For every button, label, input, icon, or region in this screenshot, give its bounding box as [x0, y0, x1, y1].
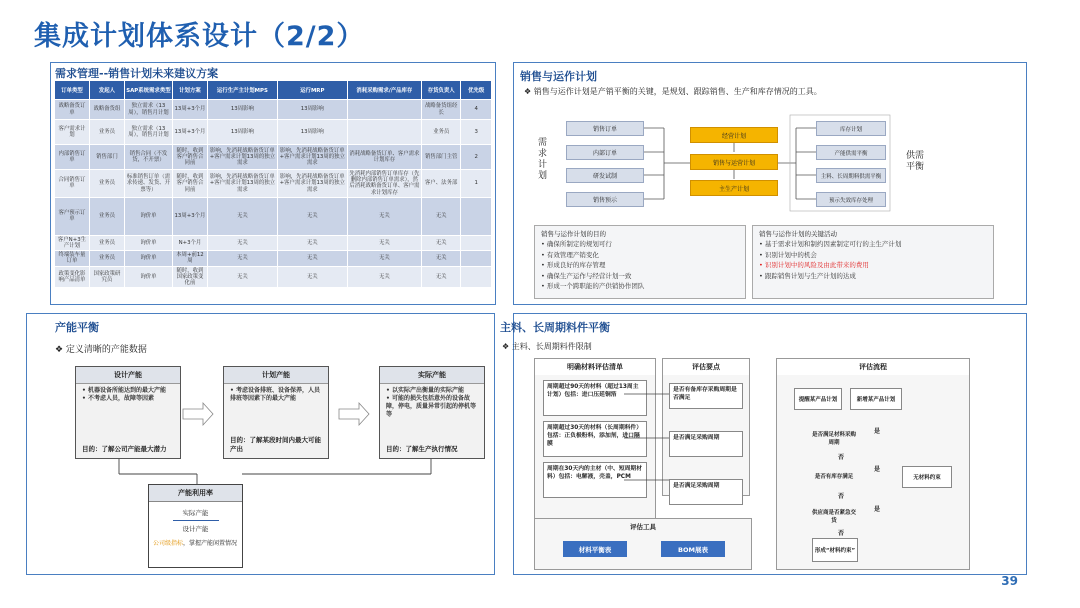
utilization-denominator: 设计产能 [182, 525, 209, 534]
table-header: 运行MRP [277, 81, 347, 100]
table-cell: 影响，先消耗战略备货订单+客户需求计划13周的独立需求 [277, 170, 347, 198]
table-cell: 终端装车量订单 [55, 251, 90, 266]
capacity-card [223, 366, 329, 459]
flow-no-label: 否 [838, 530, 845, 537]
sop-balance-box: 预示失效库存处理 [816, 192, 886, 207]
table-row [55, 251, 492, 266]
activity-item: • 识别计划中的机会 [759, 250, 987, 261]
table-cell: 标准销售订单（需求传递、发货、开票等） [124, 170, 172, 198]
eval-point-box: 是否有备库存采购周期是否满足 [669, 383, 743, 409]
table-cell: 13周影响 [277, 120, 347, 145]
material-item-box: 周期超过90天的材料（超过13周主计划）包括：进口压延铜箔 [543, 380, 647, 416]
capacity-card-head: 实际产能 [380, 367, 484, 384]
table-header: 优先级 [461, 81, 492, 100]
sop-acts-box [752, 225, 994, 299]
table-cell: 1 [461, 170, 492, 198]
utilization-head: 产能利用率 [149, 485, 242, 502]
flow-box: 提醒某产品计划 [794, 388, 842, 410]
sop-input-box: 研发试制 [566, 168, 644, 183]
capacity-goal: 目的：了解公司产能最大潜力 [82, 445, 167, 453]
supply-label: 供需平衡 [906, 151, 925, 172]
table-cell: 业务员 [89, 251, 124, 266]
flow-box: 新增某产品计划 [850, 388, 902, 410]
goals-title: 销售与运作计划的目的 [541, 230, 606, 238]
capacity-card-head: 设计产能 [76, 367, 180, 384]
capacity-goal: 目的：了解某段时间内最大可能产出 [230, 436, 321, 453]
material-item-box: 周期超过30天的材料（长周期料件）包括：正负极粉料，添加剂，进口隔膜 [543, 421, 647, 457]
table-cell: 销售部门主管 [422, 145, 461, 170]
flow-yes-label: 是 [874, 506, 881, 513]
flow-yes-label: 是 [874, 428, 881, 435]
table-cell: 无关 [347, 251, 421, 266]
table-cell: 业务员 [89, 197, 124, 235]
table-cell: 随时，收到国家政策变化前 [172, 266, 207, 288]
table-cell: 随时，收到客户销售合同前 [172, 145, 207, 170]
capacity-card-items [76, 384, 180, 406]
flow-decision: 供应商是否紧急交货 [811, 510, 856, 524]
sop-balance-box: 产能供需平衡 [816, 145, 886, 160]
capacity-card [75, 366, 181, 459]
table-cell: 无关 [277, 235, 347, 250]
table-cell: 政策变化影响产品清单 [55, 266, 90, 288]
utilization-numerator: 实际产能 [182, 509, 209, 517]
table-cell: 询价单 [124, 197, 172, 235]
flow-no-label: 否 [838, 493, 845, 500]
table-cell: 客户预示订单 [55, 197, 90, 235]
table-cell: 业务员 [89, 170, 124, 198]
table-cell: 无关 [347, 197, 421, 235]
utilization-card [148, 484, 243, 568]
table-cell: 业务员 [89, 235, 124, 250]
table-row [55, 170, 492, 198]
table-cell: 13周+3个月 [172, 197, 207, 235]
sop-core-box: 经营计划 [690, 127, 778, 143]
table-cell: 2 [461, 145, 492, 170]
table-cell [461, 235, 492, 250]
table-cell: 销售合同（不发货，不开票） [124, 145, 172, 170]
flow-no-label: 否 [838, 454, 845, 461]
utilization-note: 公司级指标，掌握产能闲置情况 [153, 540, 238, 548]
table-cell: 先消耗内部销售订单库存（先删除内部销售订单需求），然后消耗战略备货订单、客户需求计划库存 [347, 170, 421, 198]
arrow-icon [339, 403, 369, 425]
table-cell: 影响，先消耗战略备货订单+客户需求计划13周的独立需求 [207, 145, 277, 170]
table-header: 计划方案 [172, 81, 207, 100]
table-cell: 询价单 [124, 266, 172, 288]
table-row [55, 145, 492, 170]
table-cell: 无关 [347, 266, 421, 288]
eval-tool-button: BOM展表 [661, 541, 725, 557]
demand-table [54, 80, 492, 288]
sop-balance-box: 主料、长周期料供需平衡 [816, 168, 886, 183]
goal-item: • 有效管理产销变化 [541, 250, 739, 261]
table-header: 发起人 [89, 81, 124, 100]
sop-core-box: 销售与运营计划 [690, 154, 778, 170]
sop-intro: ❖ 销售与运作计划是产销平衡的关键，是规划、跟踪销售、生产和库存情况的工具。 [524, 87, 822, 96]
table-cell: 客户、法务部 [422, 170, 461, 198]
demand-label: 需求计划 [538, 138, 548, 181]
table-cell: 无关 [422, 266, 461, 288]
table-cell: 战略备货订单 [55, 100, 90, 120]
sop-goals-box [534, 225, 746, 299]
table-cell: 无关 [347, 235, 421, 250]
table-cell: 13周影响 [207, 100, 277, 120]
table-row [55, 100, 492, 120]
table-cell: 无关 [277, 266, 347, 288]
eval-point-box: 是否满足采购周期 [669, 431, 743, 457]
arrow-icon [183, 403, 213, 425]
flow-box: 无材料约束 [902, 466, 952, 488]
table-cell: 询价单 [124, 235, 172, 250]
activity-item: • 基于需求计划和制约因素制定可行的主生产计划 [759, 239, 987, 250]
table-cell: 客户N+3生产计划 [55, 235, 90, 250]
capacity-title: 产能平衡 [55, 321, 99, 334]
sop-panel [513, 62, 1027, 305]
eval-flow-head: 评估流程 [777, 359, 969, 375]
table-cell: 影响，先消耗战略备货订单+客户需求计划13周的独立需求 [277, 145, 347, 170]
table-cell: 战略备货组 [89, 100, 124, 120]
table-row [55, 266, 492, 288]
table-cell: 独立需求（13周），销售月计划 [124, 100, 172, 120]
goal-item: • 形成一个跨职能的产供销协作团队 [541, 281, 739, 292]
table-cell: 无关 [207, 251, 277, 266]
capacity-card-items [224, 384, 328, 406]
eval-tools-head: 评估工具 [630, 523, 656, 531]
capacity-card [379, 366, 485, 459]
table-cell: 无关 [277, 197, 347, 235]
table-cell: 独立需求（13周），销售月计划 [124, 120, 172, 145]
table-cell: 13周影响 [277, 100, 347, 120]
table-cell [461, 197, 492, 235]
table-row [55, 235, 492, 250]
sop-input-box: 销售订单 [566, 121, 644, 136]
eval-tool-button: 材料平衡表 [563, 541, 627, 557]
flow-decision: 是否有库存满足 [814, 474, 854, 480]
goal-item: • 确保所制定的规划可行 [541, 239, 739, 250]
demand-panel [50, 62, 496, 305]
sop-balance-box: 库存计划 [816, 121, 886, 136]
table-cell: 合同销售订单 [55, 170, 90, 198]
sop-title: 销售与运作计划 [520, 70, 597, 83]
table-cell: 客户需求计划 [55, 120, 90, 145]
acts-title: 销售与运作计划的关键活动 [759, 230, 837, 238]
demand-title: 需求管理--销售计划未来建议方案 [55, 67, 219, 80]
table-cell [347, 100, 421, 120]
table-cell: N+3个月 [172, 235, 207, 250]
table-row [55, 120, 492, 145]
capacity-panel [26, 313, 495, 575]
table-cell: 无关 [207, 235, 277, 250]
table-cell: 无关 [277, 251, 347, 266]
activity-item: • 识别计划中的风险及由此带来的费用 [759, 260, 987, 271]
page-title: 集成计划体系设计（2/2） [34, 21, 365, 52]
goal-item: • 形成良好的库存管理 [541, 260, 739, 271]
table-header: 消耗采购需求/产品库存 [347, 81, 421, 100]
capacity-card-head: 计划产能 [224, 367, 328, 384]
eval-tools-frame [534, 518, 752, 570]
material-intro: ❖ 主料、长周期料件限制 [502, 342, 592, 351]
flow-yes-label: 是 [874, 466, 881, 473]
table-cell: 影响，先消耗战略备货订单+客户需求计划13周的独立需求 [207, 170, 277, 198]
table-cell [347, 120, 421, 145]
capacity-intro: ❖ 定义清晰的产能数据 [55, 345, 147, 355]
table-cell: 无关 [422, 197, 461, 235]
material-item-box: 周期在30天内的主材（中、短周期材料）包括：电解液，壳盖，PCM [543, 462, 647, 498]
capacity-card-items [380, 384, 484, 422]
eval-list-head: 明确材料评估清单 [535, 359, 655, 375]
table-header: 存货负责人 [422, 81, 461, 100]
table-cell [461, 251, 492, 266]
capacity-item: • 考虑设备排班、设备保养，人员排班等因素下的最大产能 [230, 387, 322, 403]
eval-points-head: 评估要点 [663, 359, 749, 375]
table-cell [461, 266, 492, 288]
table-cell: 4 [461, 100, 492, 120]
table-cell: 询价单 [124, 251, 172, 266]
table-cell: 随时，收到客户销售合同前 [172, 170, 207, 198]
table-cell: 业务员 [89, 120, 124, 145]
capacity-item: • 不考虑人员，故障等因素 [82, 395, 174, 403]
table-cell: 业务员 [422, 120, 461, 145]
table-header: 订单类型 [55, 81, 90, 100]
flow-box: 形成“材料约束” [812, 538, 858, 562]
activity-item: • 跟踪销售计划与生产计划的达成 [759, 271, 987, 282]
table-header: 运行生产主计划MPS [207, 81, 277, 100]
table-cell: 13周影响 [207, 120, 277, 145]
table-cell: 13周+3个月 [172, 100, 207, 120]
sop-input-box: 销售预示 [566, 192, 644, 207]
table-cell: 无关 [422, 235, 461, 250]
material-title: 主料、长周期料件平衡 [500, 321, 610, 334]
table-header: SAP系统需求类型 [124, 81, 172, 100]
page-number: 39 [1001, 574, 1018, 588]
table-cell: 销售部门 [89, 145, 124, 170]
table-row [55, 197, 492, 235]
table-cell: 13周+3个月 [172, 120, 207, 145]
table-cell: 内部销售订单 [55, 145, 90, 170]
table-cell: 无关 [207, 197, 277, 235]
table-cell: 无关 [422, 251, 461, 266]
material-panel [500, 313, 1027, 575]
capacity-item: • 以实际产出衡量的实际产能 [386, 387, 478, 395]
table-cell: 战略备货组经长 [422, 100, 461, 120]
goal-item: • 确保生产运作与经营计划一致 [541, 271, 739, 282]
table-cell: 3 [461, 120, 492, 145]
table-cell: 本周+前12周 [172, 251, 207, 266]
capacity-goal: 目的：了解生产执行情况 [386, 445, 458, 453]
eval-point-box: 是否满足采购周期 [669, 479, 743, 505]
sop-core-box: 主生产计划 [690, 180, 778, 196]
table-cell: 无关 [207, 266, 277, 288]
sop-input-box: 内部订单 [566, 145, 644, 160]
fraction-line [173, 520, 219, 521]
flow-decision: 是否满足材料采购周期 [811, 432, 856, 446]
capacity-item: • 可能的损失包括意外的设备故障，停电，质量异常引起的停机等等 [386, 395, 478, 419]
capacity-item: • 机器设备所能达到的最大产能 [82, 387, 174, 395]
table-cell: 国家政策研究员 [89, 266, 124, 288]
table-cell: 消耗战略备货订单、客户需求计划库存 [347, 145, 421, 170]
